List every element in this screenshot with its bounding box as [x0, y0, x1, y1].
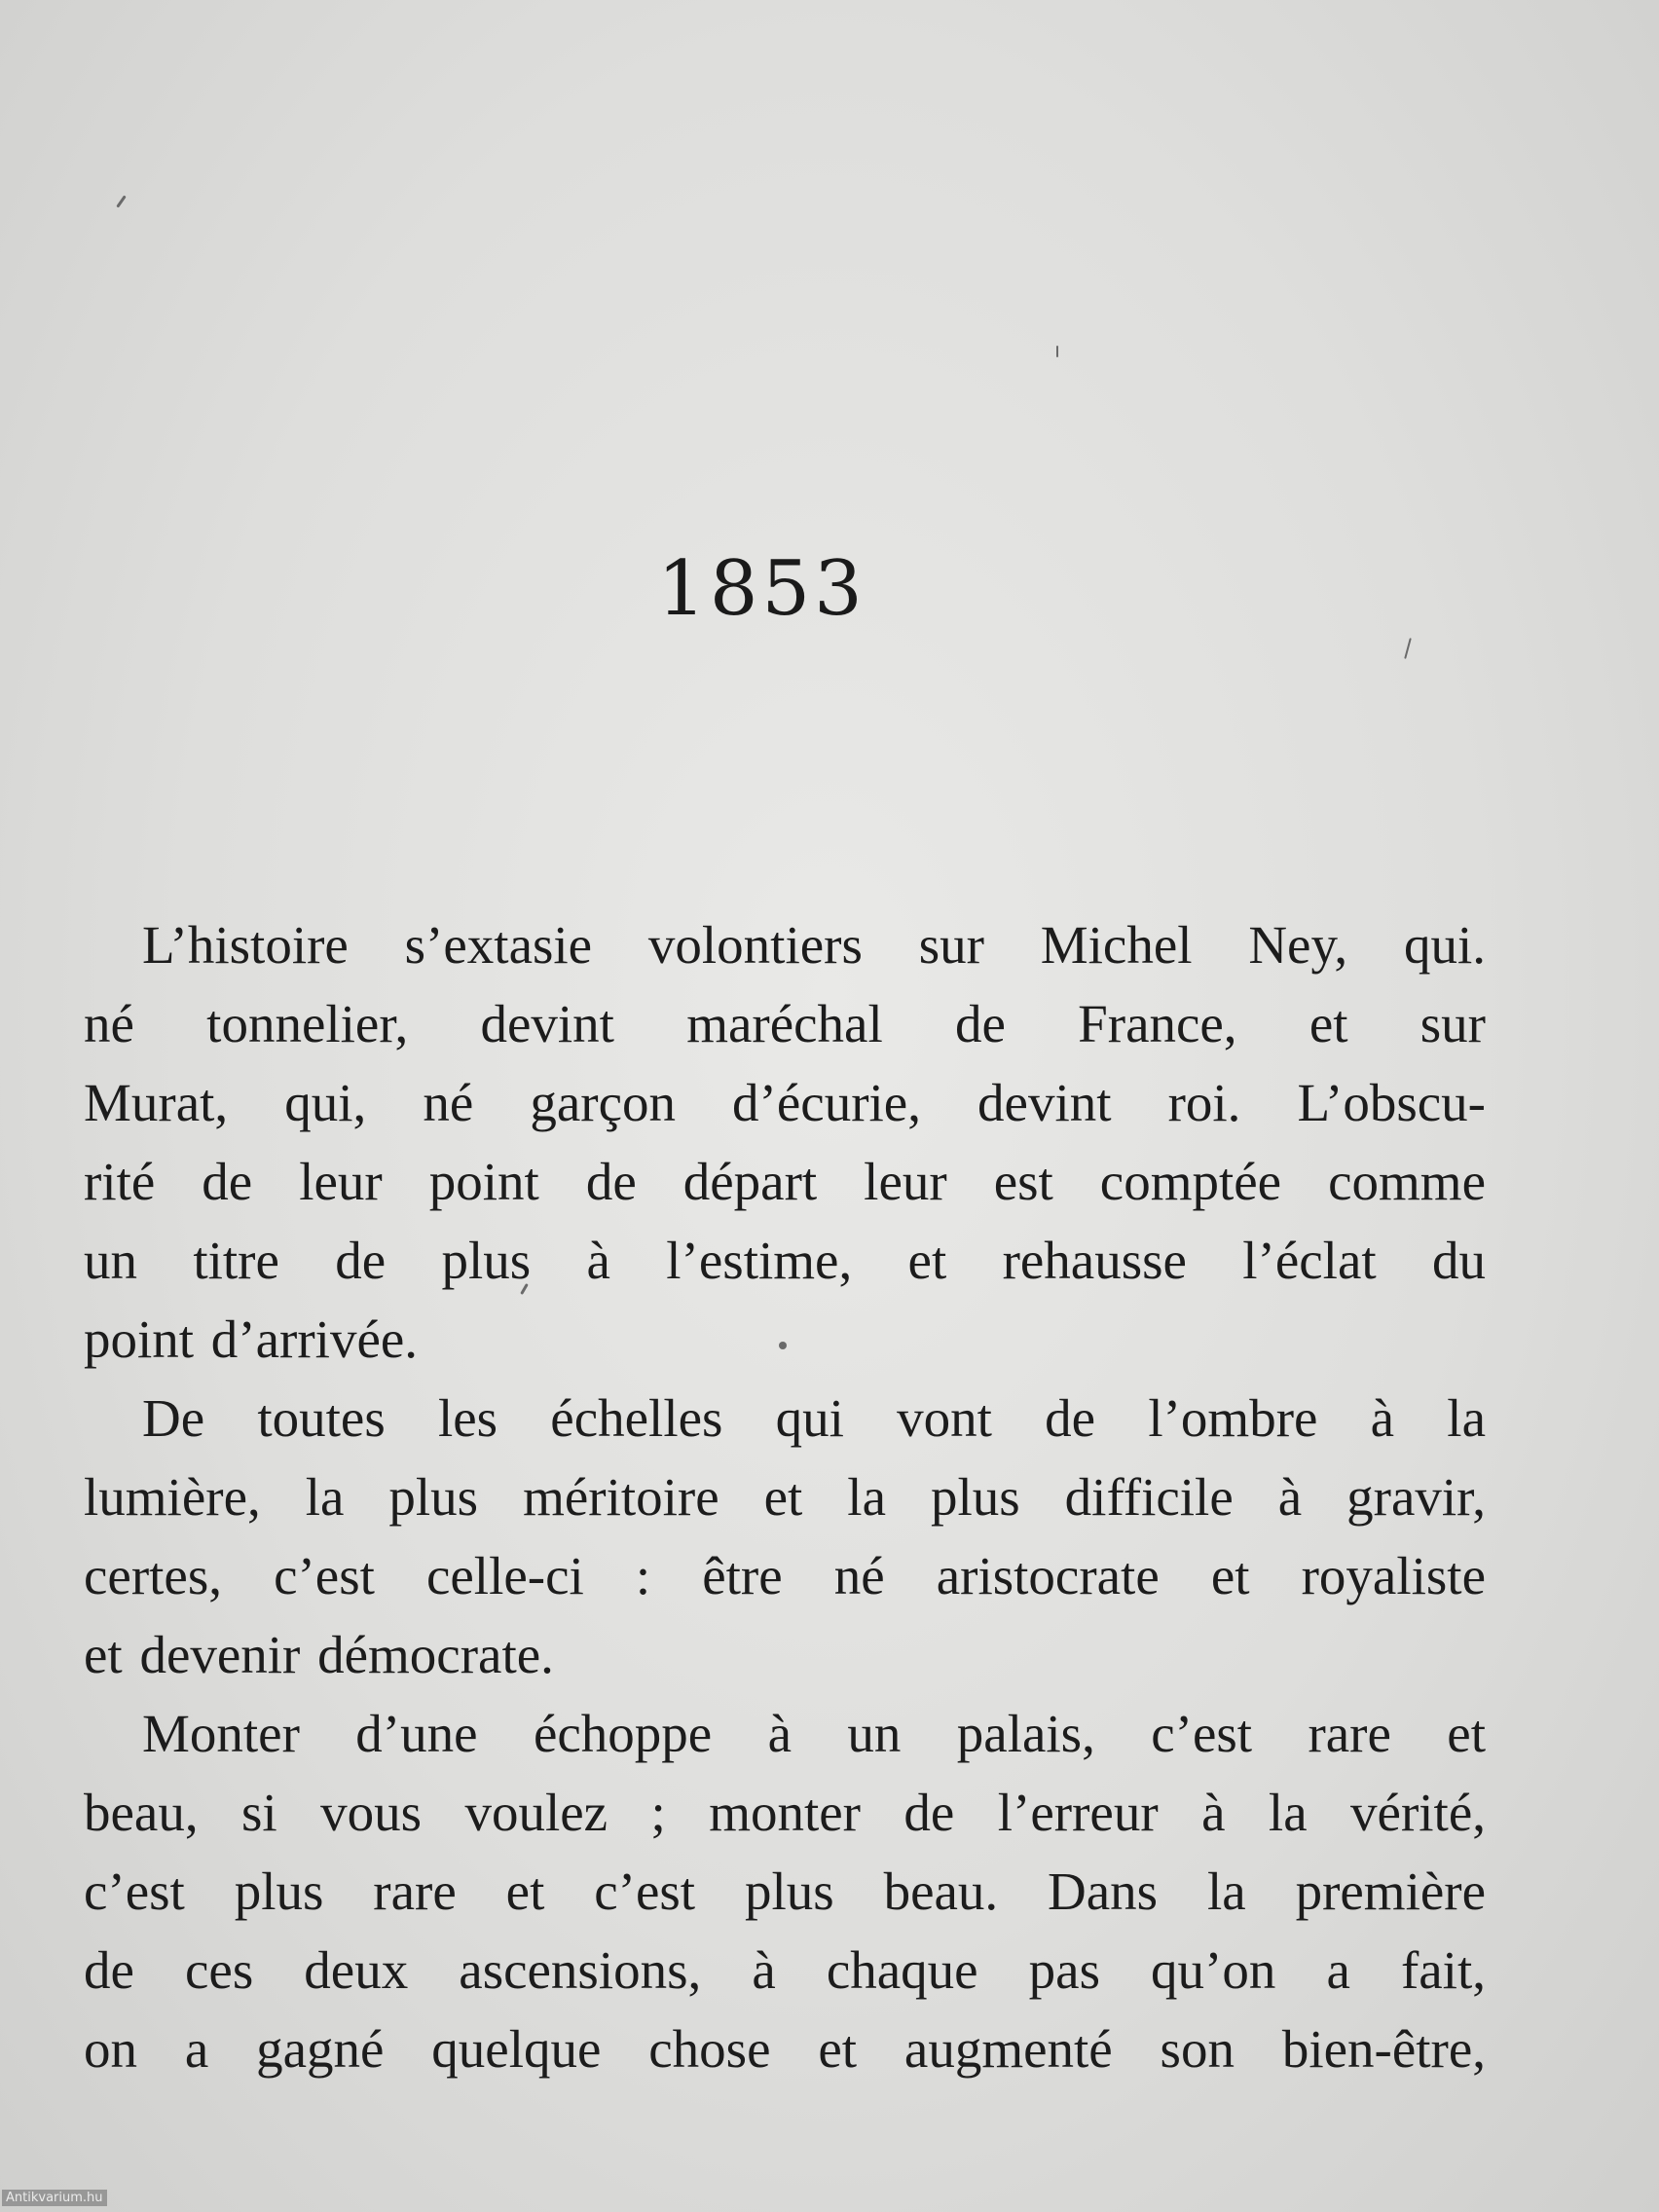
text-line: c’est plus rare et c’est plus beau. Dans la première: [84, 1862, 1486, 1921]
text-line: De toutes les échelles qui vont de l’ombre à la: [142, 1388, 1486, 1448]
chapter-body-text: [84, 905, 1486, 2088]
text-line: lumière, la plus méritoire et la plus difficile à gravir,: [84, 1467, 1486, 1527]
paper-speck: [1404, 638, 1412, 659]
paper-speck: [116, 195, 126, 207]
text-line: L’histoire s’extasie volontiers sur Michel Ney, qui.: [142, 915, 1486, 975]
text-line: Monter d’une échoppe à un palais, c’est rare et: [142, 1704, 1486, 1763]
text-line: beau, si vous voulez ; monter de l’erreur à la vérité,: [84, 1783, 1486, 1842]
text-line: Murat, qui, né garçon d’écurie, devint roi. L’obscu-: [84, 1073, 1486, 1132]
text-line: de ces deux ascensions, à chaque pas qu’on a fait,: [84, 1940, 1486, 2000]
text-line: point d’arrivée.: [84, 1309, 419, 1369]
paragraph: [84, 905, 1486, 1379]
text-line: on a gagné quelque chose et augmenté son bien-être,: [84, 2019, 1486, 2079]
paragraph: [84, 1379, 1486, 1694]
paper-speck: [1056, 346, 1058, 357]
text-line: né tonnelier, devint maréchal de France, et sur: [84, 994, 1486, 1053]
text-line: certes, c’est celle-ci : être né aristocrate et royaliste: [84, 1546, 1486, 1605]
text-line: rité de leur point de départ leur est comptée comme: [84, 1152, 1486, 1211]
chapter-year-heading: 1853: [657, 545, 866, 633]
text-line: un titre de plus à l’estime, et rehausse l’éclat du: [84, 1231, 1486, 1290]
watermark: Antikvarium.hu: [2, 2190, 107, 2206]
paragraph: [84, 1694, 1486, 2088]
text-line: et devenir démocrate.: [84, 1625, 554, 1684]
